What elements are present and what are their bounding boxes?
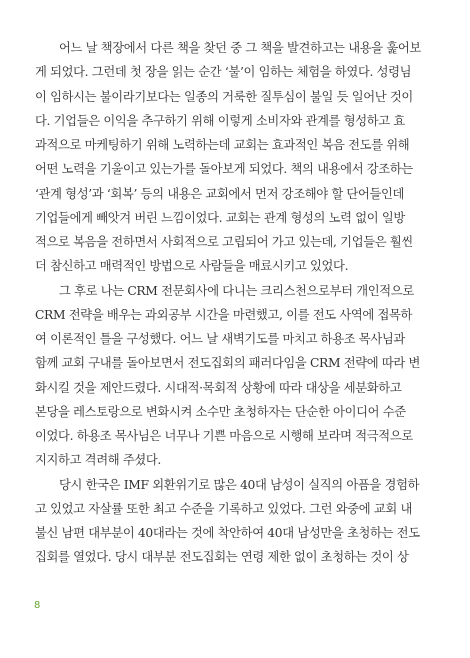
text-line: 불신 남편 대부분이 40대라는 것에 착안하여 40대 남성만을 초청하는 전도	[35, 526, 420, 540]
text-line: ‘관계 형성’과 ‘회복’ 등의 내용은 교회에서 먼저 강조해야 할 단어들인데	[35, 186, 405, 201]
body-text	[35, 36, 435, 570]
text-line: 고 있었고 자살률 또한 최고 수준을 기록하고 있었다. 그런 와중에 교회 내	[35, 501, 413, 516]
text-line: 어느 날 책장에서 다른 책을 찾던 중 그 책을 발견하고는 내용을 훑어보	[59, 41, 421, 55]
text-line: 본당을 레스토랑으로 변화시켜 소수만 초청하자는 단순한 아이디어 수준	[35, 404, 406, 419]
text-line: 더 참신하고 매력적인 방법으로 사람들을 매료시키고 있었다.	[35, 259, 349, 274]
paragraph	[35, 36, 435, 279]
text-line: 다. 기업들은 이익을 추구하기 위해 이렇게 소비자와 관계를 형성하고 효	[35, 113, 405, 128]
text-line: 적으로 복음을 전하면서 사회적으로 고립되어 가고 있는데, 기업들은 훨씬	[35, 235, 413, 249]
text-line: 화시킬 것을 제안드렸다. 시대적·목회적 상황에 따라 대상을 세분화하고	[35, 380, 402, 395]
text-line: 게 되었다. 그런데 첫 장을 읽는 순간 ‘불’이 임하는 체험을 하였다. 성령님	[35, 65, 412, 80]
text-line: 지지하고 격려해 주셨다.	[35, 453, 161, 468]
text-line: 이 임하시는 불이라기보다는 일종의 거룩한 질투심이 불일 듯 일어난 것이	[35, 89, 413, 104]
text-line: 여 이론적인 틀을 구성했다. 어느 날 새벽기도를 마치고 하용조 목사님과	[35, 332, 405, 346]
text-line: 과적으로 마케팅하기 위해 노력하는데 교회는 효과적인 복음 전도를 위해	[35, 138, 410, 152]
text-line: 어떤 노력을 기울이고 있는가를 돌아보게 되었다. 책의 내용에서 강조하는	[35, 162, 413, 177]
page-number: 8	[34, 600, 41, 611]
text-line: 기업들에게 빼앗겨 버린 느낌이었다. 교회는 관계 형성의 노력 없이 일방	[35, 210, 405, 225]
text-line: 이었다. 하용조 목사님은 너무나 기쁜 마음으로 시행해 보라며 적극적으로	[35, 429, 413, 443]
text-line: 함께 교회 구내를 돌아보면서 전도집회의 패러다임을 CRM 전략에 따라 변	[35, 356, 421, 371]
text-line: 그 후로 나는 CRM 전문회사에 다니는 크리스천으로부터 개인적으로	[59, 283, 414, 298]
text-line: CRM 전략을 배우는 과외공부 시간을 마련했고, 이를 전도 사역에 접목하	[35, 307, 413, 322]
text-line: 당시 한국은 IMF 외환위기로 많은 40대 남성이 실직의 아픔을 경험하	[59, 477, 420, 492]
paragraph	[35, 279, 435, 473]
paragraph	[35, 473, 435, 570]
text-line: 집회를 열었다. 당시 대부분 전도집회는 연령 제한 없이 초청하는 것이 상	[35, 550, 409, 565]
